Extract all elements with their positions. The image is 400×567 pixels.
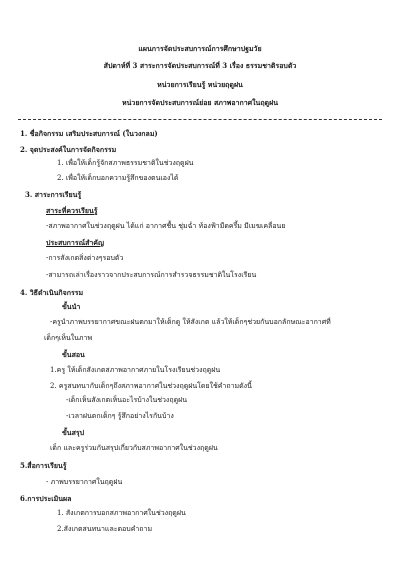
content-subheading: สาระที่ควรเรียนรู้ bbox=[46, 206, 98, 215]
doc-subtitle: สัปดาห์ที่ 3 สาระการจัดประสบการณ์ที่ 3 เรื่อง ธรรมชาติรอบตัว bbox=[103, 61, 297, 70]
evaluation-item: 1. สังเกตการบอกสภาพอากาศในช่วงฤดูฝน bbox=[57, 509, 186, 517]
section-3-heading: 3. สาระการเรียนรู้ bbox=[25, 190, 82, 199]
dashed-divider bbox=[18, 119, 382, 120]
intro-step-text-cont: เด็กๆเห็นในภาพ bbox=[44, 334, 93, 342]
section-1-heading: 1. ชื่อกิจกรรม เสริมประสบการณ์ (ในวงกลม) bbox=[20, 129, 158, 138]
summary-step-text: เด็ก และครูร่วมกันสรุปเกี่ยวกับสภาพอากาศในช่วงฤดูฝน bbox=[50, 444, 218, 452]
experience-subheading: ประสบการณ์สำคัญ bbox=[46, 238, 104, 247]
teaching-question: -เด็กเห็นสังเกตเห็นอะไรบ้างในช่วงฤดูฝน bbox=[66, 396, 188, 404]
doc-title: แผนการจัดประสบการณ์การศึกษาปฐมวัย bbox=[138, 44, 262, 53]
teaching-step-item: 1.ครู ให้เด็กสังเกตสภาพอากาศภายในโรงเรียนช่วงฤดูฝน bbox=[50, 366, 221, 374]
teaching-question: -เวลาฝนตกเด็กๆ รู้สึกอย่างไรกันบ้าง bbox=[66, 412, 174, 420]
section-4-heading: 4. วิธีดำเนินกิจกรรม bbox=[20, 288, 84, 297]
experience-item: -สามารถเล่าเรื่องราวจากประสบการณ์การสำรวจธรรมชาติในโรงเรียน bbox=[46, 271, 257, 279]
content-text: -สภาพอากาศในช่วงฤดูฝน ได้แก่ อากาศชื้น ชุ่มฉ่ำ ท้องฟ้ามืดครึ้ม มีเมฆเคลื่อนย bbox=[46, 222, 286, 230]
evaluation-item: 2.สังเกตสนทนาและตอบคำถาม bbox=[57, 525, 153, 533]
intro-step-label: ขั้นนำ bbox=[62, 302, 81, 311]
section-6-heading: 6.การประเมินผล bbox=[20, 494, 72, 503]
summary-step-label: ขั้นสรุป bbox=[62, 428, 85, 437]
doc-unit: หน่วยการเรียนรู้ หน่วยฤดูฝน bbox=[157, 80, 243, 89]
objective-item: 1. เพื่อให้เด็กรู้จักสภาพธรรมชาติในช่วงฤดูฝน bbox=[57, 159, 194, 167]
teaching-step-label: ขั้นสอน bbox=[62, 350, 85, 359]
experience-item: -การสังเกตสิ่งต่างๆรอบตัว bbox=[46, 254, 124, 262]
objective-item: 2. เพื่อให้เด็กบอกความรู้สึกของตนเองได้ bbox=[57, 174, 179, 182]
section-2-heading: 2. จุดประสงค์ในการจัดกิจกรรม bbox=[20, 145, 117, 154]
section-5-heading: 5.สื่อการเรียนรู้ bbox=[20, 461, 67, 470]
intro-step-text: -ครูนำภาพบรรยากาศขณะฝนตกมาให้เด็กดู ให้สังเกต แล้วให้เด็กๆช่วยกันบอกลักษณะอากาศที่ bbox=[50, 318, 331, 326]
media-item: - ภาพบรรยากาศในฤดูฝน bbox=[46, 478, 123, 486]
doc-subunit: หน่วยการจัดประสบการณ์ย่อย สภาพอากาศในฤดูฝน bbox=[121, 98, 278, 107]
teaching-step-item: 2. ครูสนทนากับเด็กๆถึงสภาพอากาศในช่วงฤดูฝนโดยใช้คำถามดังนี้ bbox=[50, 382, 252, 390]
